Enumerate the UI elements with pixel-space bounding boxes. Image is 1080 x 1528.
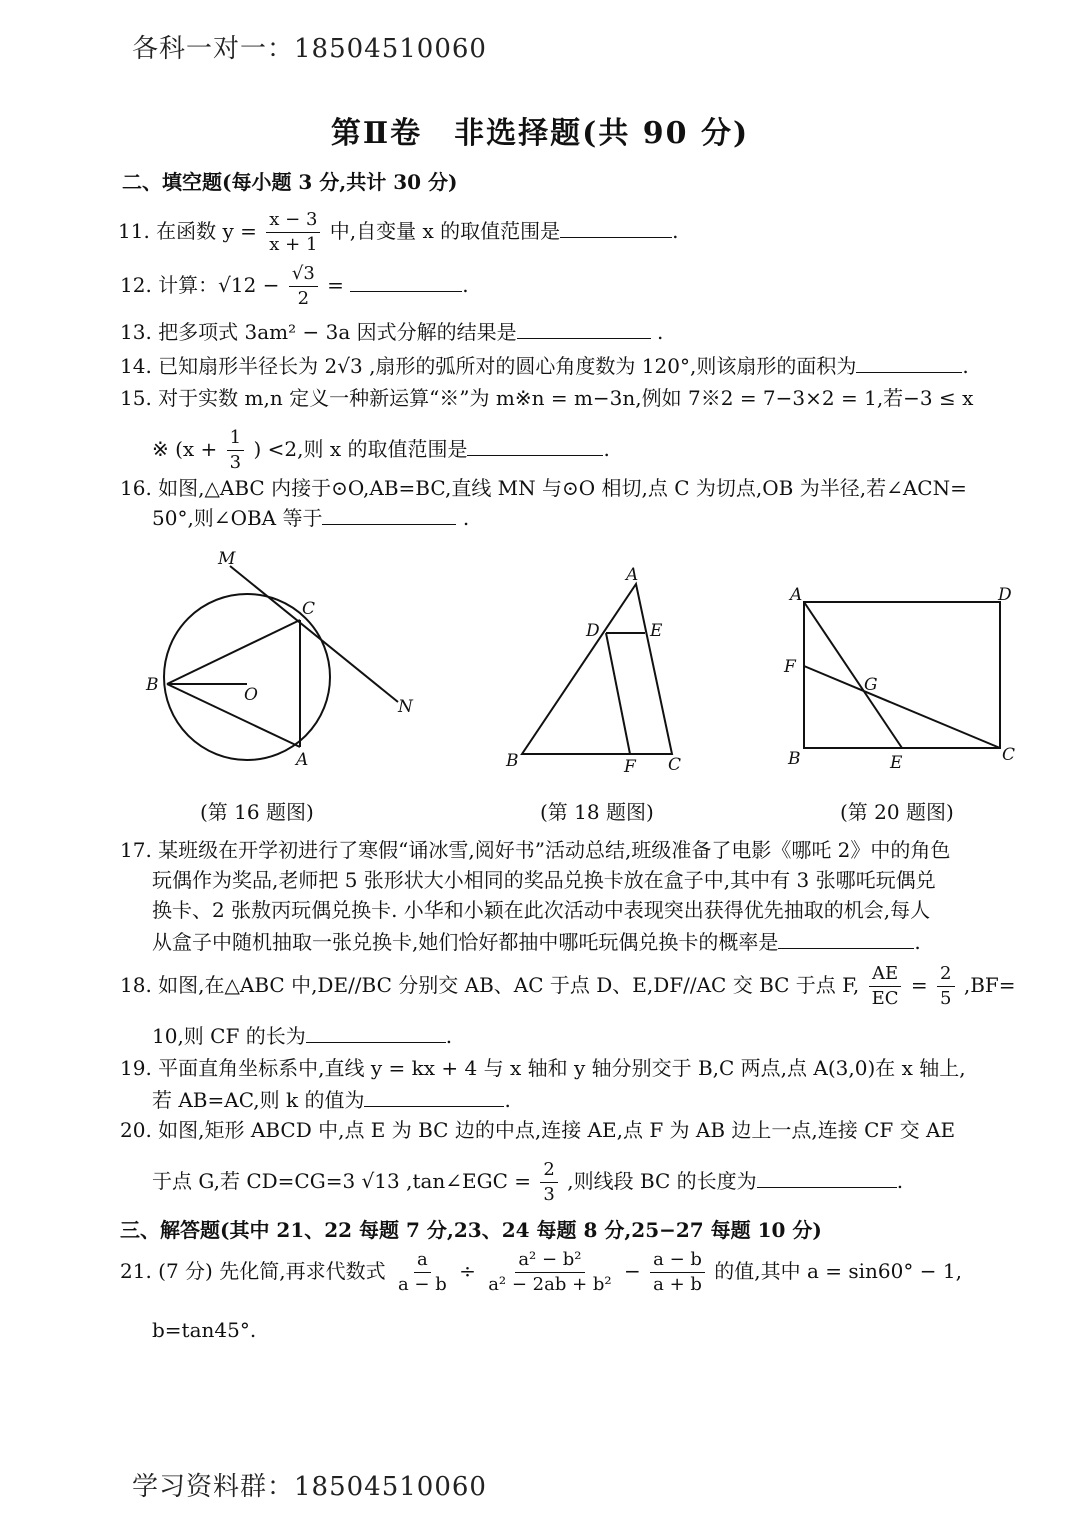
fig18-label-d: D	[586, 621, 600, 641]
section-fill-in-title: 二、填空题(每小题 3 分,共计 30 分)	[122, 170, 458, 194]
figure-16	[130, 540, 430, 780]
question-13: 13. 把多项式 3am² − 3a 因式分解的结果是 .	[120, 320, 664, 344]
q13-answer-blank[interactable]	[517, 320, 651, 339]
question-15-line2: ※ (x + $\frac{1}{3}$ ) <2,则 x 的取值范围是 .	[152, 427, 610, 473]
question-11: 11. 在函数 y = $\frac{x - 3}{x + 1}$ 中,自变量 x 的取值范围是 .	[118, 209, 679, 255]
question-21-line1: 21. (7 分) 先化简,再求代数式 $\frac{a}{a - b}$ ÷ $\frac{\text{a² − b²}}{\text{a² − 2ab + b²}}$ − $\frac{a - b}{a + b}$ 的值,其中 a = sin60° − 1,	[120, 1249, 962, 1295]
q19-answer-blank[interactable]	[364, 1088, 504, 1107]
fig16-segment-bc	[167, 620, 300, 684]
fig20-caption: (第 20 题图)	[840, 800, 954, 824]
fig18-label-f: F	[624, 757, 636, 777]
fig18-segment-df	[606, 633, 630, 754]
fig20-rectangle	[804, 602, 1000, 748]
q11-fraction: $\frac{x - 3}{x + 1}$	[266, 208, 320, 257]
question-20-line2: 于点 G,若 CD=CG=3 √13 ,tan∠EGC = $\frac{2}{3}$ ,则线段 BC 的长度为 .	[152, 1159, 904, 1205]
question-19-line2: 若 AB=AC,则 k 的值为 .	[152, 1088, 511, 1112]
q12-fraction: $\frac{√3}{2}$	[289, 262, 318, 311]
fig18-label-b: B	[506, 751, 519, 771]
q15-answer-blank[interactable]	[467, 437, 603, 456]
question-15-line1: 15. 对于实数 m,n 定义一种新运算“※”为 m※n = m−3n,例如 7※2 = 7−3×2 = 1,若−3 ≤ x	[120, 386, 974, 410]
q16-answer-blank[interactable]	[322, 506, 456, 525]
fig18-label-c: C	[668, 755, 682, 775]
section-answer-title: 三、解答题(其中 21、22 每题 7 分,23、24 每题 8 分,25−27 每题 10 分)	[120, 1218, 822, 1242]
q18-fraction-ratio: $\frac{2}{5}$	[937, 962, 954, 1011]
question-17-line1: 17. 某班级在开学初进行了寒假“诵冰雪,阅好书”活动总结,班级准备了电影《哪吒 2》中的角色	[120, 838, 951, 862]
question-16-line1: 16. 如图,△ABC 内接于⊙O,AB=BC,直线 MN 与⊙O 相切,点 C 为切点,OB 为半径,若∠ACN=	[120, 476, 967, 500]
question-17-line4: 从盒子中随机抽取一张兑换卡,她们恰好都抽中哪吒玩偶兑换卡的概率是 .	[152, 930, 921, 954]
fig16-caption: (第 16 题图)	[200, 800, 314, 824]
question-12: 12. 计算：√12 − $\frac{√3}{2}$ = .	[120, 263, 469, 309]
fig18-caption: (第 18 题图)	[540, 800, 654, 824]
q17-answer-blank[interactable]	[778, 930, 914, 949]
q21-fraction-3: $\frac{a - b}{a + b}$	[650, 1248, 705, 1297]
question-17-line3: 换卡、2 张敖丙玩偶兑换卡. 小华和小颖在此次活动中表现突出获得优先抽取的机会,每人	[152, 898, 931, 922]
fig20-label-f: F	[784, 657, 796, 677]
question-20-line1: 20. 如图,矩形 ABCD 中,点 E 为 BC 边的中点,连接 AE,点 F 为 AB 边上一点,连接 CF 交 AE	[120, 1118, 956, 1142]
fig16-tangent-line	[230, 566, 398, 702]
fig16-label-b: B	[146, 675, 159, 695]
fig20-label-c: C	[1002, 745, 1016, 765]
fig20-label-b: B	[788, 749, 801, 769]
q20-answer-blank[interactable]	[757, 1169, 897, 1188]
fig20-label-g: G	[864, 675, 878, 695]
q11-text: 11. 在函数 y =	[118, 219, 257, 243]
fig16-segment-ba	[167, 684, 300, 747]
q18-answer-blank[interactable]	[306, 1024, 446, 1043]
header-contact: 各科一对一：18504510060	[132, 34, 487, 64]
question-19-line1: 19. 平面直角坐标系中,直线 y = kx + 4 与 x 轴和 y 轴分别交于 B,C 两点,点 A(3,0)在 x 轴上,	[120, 1056, 966, 1080]
fig16-label-o: O	[244, 685, 258, 705]
page-title: 第Ⅱ卷 非选择题(共 90 分)	[330, 116, 750, 151]
figure-20	[780, 580, 1030, 780]
fig16-label-a: A	[296, 750, 309, 770]
figure-18	[498, 560, 698, 778]
fig18-label-a: A	[626, 565, 639, 585]
fig18-triangle	[522, 584, 672, 754]
fig20-segment-cf	[804, 666, 1000, 748]
q15-fraction: $\frac{1}{3}$	[227, 426, 244, 475]
q12-answer-blank[interactable]	[350, 273, 462, 292]
question-18-line1: 18. 如图,在△ABC 中,DE//BC 分别交 AB、AC 于点 D、E,DF//AC 交 BC 于点 F, $\frac{AE}{EC}$ = $\frac{2}{5}$ ,BF=	[120, 963, 1016, 1009]
fig18-label-e: E	[650, 621, 663, 641]
q20-fraction: $\frac{2}{3}$	[540, 1158, 557, 1207]
footer-contact: 学习资料群：18504510060	[132, 1472, 487, 1502]
q11-answer-blank[interactable]	[560, 219, 672, 238]
q14-answer-blank[interactable]	[856, 354, 962, 373]
question-16-line2: 50°,则∠OBA 等于 .	[152, 506, 470, 530]
question-14: 14. 已知扇形半径长为 2√3 ,扇形的弧所对的圆心角度数为 120°,则该扇形的面积为 .	[120, 354, 969, 378]
q21-fraction-1: $\frac{a}{a - b}$	[397, 1249, 447, 1295]
q18-fraction-ae-ec: $\frac{AE}{EC}$	[869, 962, 902, 1011]
question-17-line2: 玩偶作为奖品,老师把 5 张形状大小相同的奖品兑换卡放在盒子中,其中有 3 张哪吒玩偶兑	[152, 868, 936, 892]
fig20-label-e: E	[890, 753, 903, 773]
fig16-label-c: C	[302, 599, 316, 619]
fig20-label-d: D	[998, 585, 1012, 605]
question-18-line2: 10,则 CF 的长为 .	[152, 1024, 453, 1048]
fig16-label-m: M	[218, 549, 236, 569]
fig20-segment-ae	[804, 602, 902, 748]
question-21-line2: b=tan45°.	[152, 1318, 257, 1342]
fig20-label-a: A	[790, 585, 803, 605]
q21-fraction-2: $\frac{\text{a² − b²}}{\text{a² − 2ab + b²}}$	[488, 1249, 612, 1295]
fig16-label-n: N	[398, 697, 413, 717]
